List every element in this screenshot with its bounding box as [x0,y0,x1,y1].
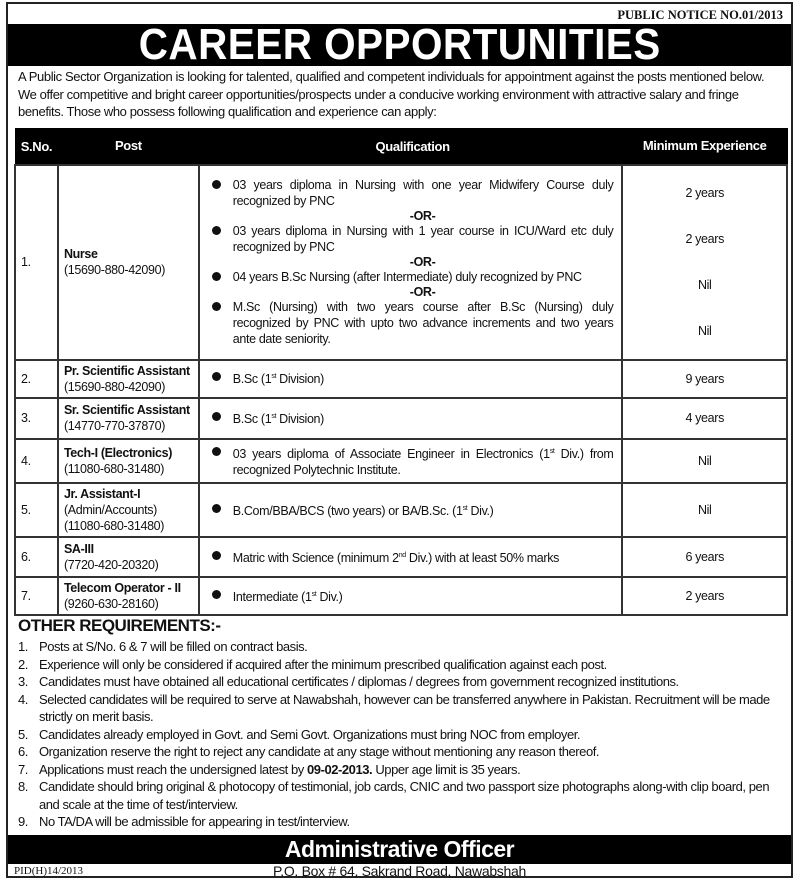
experience-value: Nil [697,278,712,293]
other-requirements [18,616,783,831]
header-post: Post [58,129,199,165]
header-experience: Minimum Experience [622,129,787,165]
post-code: (14770-770-37870) [63,419,166,433]
bullet-icon [212,272,221,281]
item-text: No TA/DA will be admissible for appearing in test/interview. [39,814,350,829]
item-text: Candidates must have obtained all educational certificates / diplomas / degrees from government recognized institutions. [39,674,679,689]
bullet-icon [212,226,221,235]
ordinal-suffix: st [549,447,555,455]
table-header [15,129,787,165]
table-row [15,360,787,398]
post-title: Pr. Scientific Assistant [63,363,190,378]
bullet-icon [212,180,221,189]
or-label: -OR- [409,285,436,299]
ordinal-suffix: st [462,504,468,512]
advertisement [6,2,793,878]
post-title: Telecom Operator - II [63,580,181,595]
item-number: 2. [18,656,28,672]
requirement-item [18,638,783,656]
footer [8,864,791,878]
post-cell [58,398,199,439]
public-notice-number: PUBLIC NOTICE NO.01/2013 [617,8,783,22]
qualification-text [233,501,494,519]
item-number: 4. [18,691,28,707]
table-row [15,439,787,483]
experience-value: Nil [697,324,712,339]
qualification-text-part: Div.) [467,503,494,518]
post-cell [58,360,199,398]
item-text: Candidates already employed in Govt. and Semi Govt. Organizations must bring NOC from employer. [39,726,581,742]
qualification-cell [199,398,623,439]
item-number: 7. [18,761,28,777]
experience-cell: 4 years [622,398,787,439]
qualification-text [233,369,324,387]
qualification-cell [199,360,623,398]
address: P.O. Box # 64, Sakrand Road, Nawabshah [273,863,526,879]
qualification-cell [199,439,623,483]
qualification-text: 04 years B.Sc Nursing (after Intermediate) duly recognized by PNC [232,270,582,284]
ordinal-suffix: st [311,590,317,598]
intro-text: A Public Sector Organization is looking for talented, qualified and competent individuals for appointment against the posts mentioned below. We offer competitive and bright career opportunities/prospects under a conducive working environment with attractive salary and fringe benefits. Those who possess following qualification and experience can apply: [18,69,765,119]
officer-banner: Administrative Officer [8,835,791,864]
post-code: (7720-420-20320) [63,557,159,572]
post-code: (15690-880-42090) [63,263,166,277]
sno-cell: 1. [15,165,58,360]
item-text-part: Upper age limit is 35 years. [372,761,521,777]
posts-table [14,128,788,616]
post-cell [58,483,199,537]
qualification-text [233,409,324,427]
post-cell [58,439,199,483]
item-number: 3. [18,674,28,689]
requirement-item [18,656,783,674]
sno-cell: 5. [15,483,58,537]
requirement-item [18,761,783,779]
post-code: (11080-680-31480) [63,461,165,476]
post-subtitle: (Admin/Accounts) [63,502,157,517]
qualification-text-part: Division) [276,372,324,387]
requirement-item [18,726,783,744]
item-number: 8. [18,779,28,794]
qualification-text-part: Div.) with at least 50% marks [405,550,559,565]
table-row [15,577,787,615]
header-qualification: Qualification [199,129,623,165]
requirement-item [18,743,783,761]
item-number: 5. [18,726,28,742]
qualification-text: M.Sc (Nursing) with two years course after B.Sc (Nursing) duly recognized by PNC with upto two advance increments and two years ante date seniority. [232,300,614,346]
qualification-text-part: 03 years diploma of Associate Engineer in Electronics (1 [232,446,550,461]
sno-cell: 6. [15,537,58,577]
post-cell [58,165,199,360]
title-banner [8,20,791,69]
post-title: Nurse [63,247,98,261]
requirement-item [18,813,783,831]
table-row [15,165,787,360]
qualification-text-part: Division) [276,412,324,427]
experience-cell: Nil [622,483,787,537]
post-cell [58,577,199,615]
qualification-text: 03 years diploma in Nursing with one year Midwifery Course duly recognized by PNC [232,178,614,208]
sno-cell: 7. [15,577,58,615]
item-number: 6. [18,744,28,759]
post-title: SA-III [63,541,94,556]
table-row [15,398,787,439]
qualification-text: 03 years diploma in Nursing with 1 year course in ICU/Ward etc duly recognized by PNC [232,224,614,254]
ordinal-suffix: nd [398,551,406,559]
qualification-text [233,587,343,605]
post-code: (9260-630-28160) [63,596,159,611]
item-text: Candidate should bring original & photocopy of testimonial, job cards, CNIC and two passport size photographs along-with clip board, pen and scale at the time of test/interview. [39,779,770,812]
bullet-icon [212,447,221,456]
requirements-list [18,638,783,831]
bullet-icon [212,372,221,381]
or-label: -OR- [409,255,436,269]
qualification-text-part: Matric with Science (minimum 2 [232,550,399,565]
item-text: Selected candidates will be required to serve at Nawabshah, however can be transferred anywhere in Pakistan. Recruitment will be made strictly on merit basis. [39,691,770,724]
qualification-cell [199,577,623,615]
sno-cell: 4. [15,439,58,483]
experience-value: 2 years [685,231,724,246]
pid-number: PID(H)14/2013 [14,865,84,877]
item-text: Organization reserve the right to reject any candidate at any stage without mentioning any reason thereof. [39,744,600,759]
experience-value: 2 years [685,185,724,200]
bullet-icon [212,590,221,599]
experience-cell: 2 years [622,577,787,615]
qualification-text [233,548,559,566]
page-title: CAREER OPPORTUNITIES [138,20,661,69]
requirement-item [18,691,783,726]
post-title: Jr. Assistant-I [63,486,141,501]
item-text: Experience will only be considered if acquired after the minimum prescribed qualification against each post. [39,656,607,672]
post-title: Tech-I (Electronics) [63,445,173,460]
bullet-icon [212,504,221,513]
table-row [15,537,787,577]
post-code: (11080-680-31480) [63,518,165,533]
bullet-icon [212,551,221,560]
header-sno: S.No. [15,129,58,165]
deadline-date: 09-02-2013. [307,761,373,777]
experience-cell: Nil [622,439,787,483]
sno-cell: 2. [15,360,58,398]
item-text [39,761,520,779]
bullet-icon [212,302,221,311]
sno-cell: 3. [15,398,58,439]
post-title: Sr. Scientific Assistant [63,403,190,417]
item-text-part: Applications must reach the undersigned latest by [39,761,308,777]
qualification-text [233,444,614,478]
experience-cell [622,165,787,360]
qualification-text-part: B.Com/BBA/BCS (two years) or BA/B.Sc. (1 [232,503,463,518]
item-number: 9. [18,814,28,829]
experience-cell: 6 years [622,537,787,577]
post-code: (15690-880-42090) [63,379,166,394]
qualification-text-part: B.Sc (1 [232,372,272,387]
qualification-text-part: B.Sc (1 [232,412,272,427]
qualification-cell [199,483,623,537]
item-text: Posts at S/No. 6 & 7 will be filled on contract basis. [39,639,308,654]
bullet-icon [212,412,221,421]
requirement-item [18,778,783,813]
requirements-heading: OTHER REQUIREMENTS:- [18,616,221,635]
qualification-text-part: Div.) from recognized Polytechnic Institute. [232,446,614,477]
post-cell [58,537,199,577]
ordinal-suffix: st [271,412,277,420]
qualification-cell [199,165,623,360]
qualification-text-part: Intermediate (1 [232,589,312,604]
requirement-item [18,673,783,691]
qualification-cell [199,537,623,577]
or-label: -OR- [409,209,436,223]
experience-cell: 9 years [622,360,787,398]
qualification-text-part: Div.) [316,589,343,604]
item-number: 1. [18,639,28,654]
table-row [15,483,787,537]
ordinal-suffix: st [271,373,277,381]
